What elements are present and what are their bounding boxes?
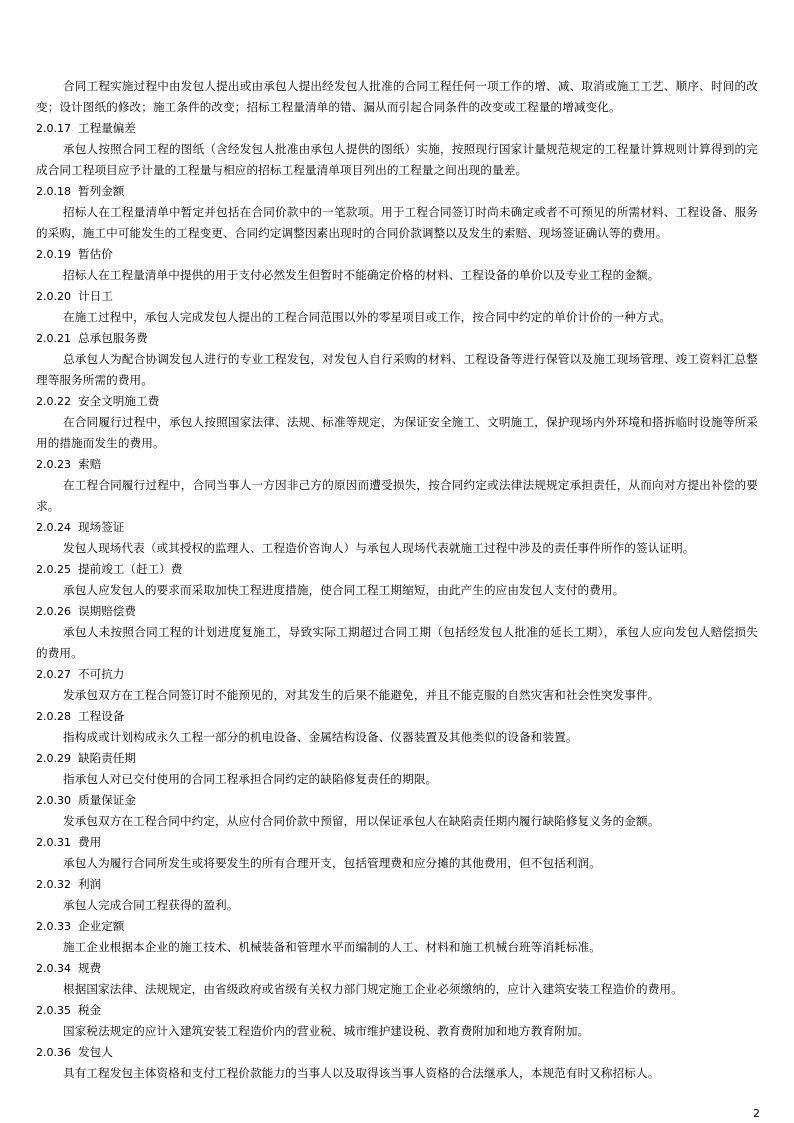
term-heading (36, 958, 758, 979)
term-heading (36, 454, 758, 475)
term-heading (36, 706, 758, 727)
term-heading (36, 790, 758, 811)
term-number: 2.0.36 (36, 1046, 71, 1059)
intro-paragraph: 合同工程实施过程中由发包人提出或由承包人提出经发包人批准的合同工程任何一项工作的增、减、取消或施工工艺、顺序、时间的改变；设计图纸的修改；施工条件的改变；招标工程量清单的错、漏从而引起合同条件的改变或工程量的增减变化。 (36, 79, 758, 114)
term-definition: 总承包人为配合协调发包人进行的专业工程发包，对发包人自行采购的材料、工程设备等进行保管以及施工现场管理、竣工资料汇总整理等服务所需的费用。 (36, 352, 758, 387)
term-number: 2.0.18 (36, 185, 71, 198)
term-heading (36, 1042, 758, 1063)
document-body (36, 76, 758, 1084)
term-title: 费用 (78, 835, 102, 849)
term-title: 误期赔偿费 (78, 604, 136, 618)
term-number: 2.0.34 (36, 962, 71, 975)
term-number: 2.0.31 (36, 836, 71, 849)
term-definition: 招标人在工程量清单中提供的用于支付必然发生但暂时不能确定价格的材料、工程设备的单价以及专业工程的金额。 (63, 268, 660, 282)
term-definition: 承包人完成合同工程获得的盈利。 (63, 898, 239, 912)
term-definition: 承包人按照合同工程的图纸（含经发包人批准由承包人提供的图纸）实施，按照现行国家计量规范规定的工程量计算规则计算得到的完成合同工程项目应予计量的工程量与相应的招标工程量清单项目列出的工程量之间出现的量差。 (36, 142, 758, 177)
term-number: 2.0.28 (36, 710, 71, 723)
term-definition: 指构成或计划构成永久工程一部分的机电设备、金属结构设备、仪器装置及其他类似的设备和装置。 (63, 730, 578, 744)
term-heading (36, 328, 758, 349)
term-definition: 国家税法规定的应计入建筑安装工程造价内的营业税、城市维护建设税、教育费附加和地方教育附加。 (63, 1024, 590, 1038)
term-definition: 发承包双方在工程合同中约定，从应付合同价款中预留，用以保证承包人在缺陷责任期内履行缺陷修复义务的金额。 (63, 814, 660, 828)
term-heading (36, 832, 758, 853)
term-number: 2.0.23 (36, 458, 71, 471)
term-number: 2.0.22 (36, 395, 71, 408)
term-title: 发包人 (78, 1045, 113, 1059)
term-number: 2.0.19 (36, 248, 71, 261)
term-title: 总承包服务费 (78, 331, 148, 345)
term-definition: 在合同履行过程中，承包人按照国家法律、法规、标准等规定，为保证安全施工、文明施工，保护现场内外环境和搭拆临时设施等所采用的措施而发生的费用。 (36, 415, 758, 450)
term-heading (36, 748, 758, 769)
term-definition: 发包人现场代表（或其授权的监理人、工程造价咨询人）与承包人现场代表就施工过程中涉及的责任事件所作的签认证明。 (63, 541, 695, 555)
term-definition: 指承包人对已交付使用的合同工程承担合同约定的缺陷修复责任的期限。 (63, 772, 438, 786)
page-number: 2 (753, 1107, 760, 1120)
term-definition: 施工企业根据本企业的施工技术、机械装备和管理水平而编制的人工、材料和施工机械台班等消耗标准。 (63, 940, 601, 954)
term-title: 工程量偏差 (78, 121, 136, 135)
term-definition: 承包人未按照合同工程的计划进度复施工，导致实际工期超过合同工期（包括经发包人批准的延长工期），承包人应向发包人赔偿损失的费用。 (36, 625, 758, 660)
term-heading (36, 916, 758, 937)
term-definitions-list (36, 118, 758, 1084)
term-title: 不可抗力 (78, 667, 125, 681)
term-number: 2.0.27 (36, 668, 71, 681)
term-definition: 招标人在工程量清单中暂定并包括在合同价款中的一笔款项。用于工程合同签订时尚未确定或者不可预见的所需材料、工程设备、服务的采购，施工中可能发生的工程变更、合同约定调整因素出现时的合同价款调整以及发生的索赔、现场签证确认等的费用。 (36, 205, 758, 240)
term-heading (36, 244, 758, 265)
term-title: 计日工 (78, 289, 113, 303)
term-heading (36, 601, 758, 622)
term-title: 提前竣工（赶工）费 (78, 562, 183, 576)
term-definition: 承包人应发包人的要求而采取加快工程进度措施，使合同工程工期缩短，由此产生的应由发包人支付的费用。 (63, 583, 625, 597)
term-title: 利润 (78, 877, 102, 891)
term-heading (36, 559, 758, 580)
term-heading (36, 391, 758, 412)
term-heading (36, 181, 758, 202)
term-heading (36, 517, 758, 538)
term-definition: 在施工过程中，承包人完成发包人提出的工程合同范围以外的零星项目或工作，按合同中约定的单价计价的一种方式。 (63, 310, 672, 324)
term-number: 2.0.29 (36, 752, 71, 765)
term-number: 2.0.25 (36, 563, 71, 576)
term-number: 2.0.20 (36, 290, 71, 303)
term-title: 工程设备 (78, 709, 125, 723)
term-number: 2.0.26 (36, 605, 71, 618)
term-number: 2.0.30 (36, 794, 71, 807)
term-heading (36, 1000, 758, 1021)
term-definition: 承包人为履行合同所发生或将要发生的所有合理开支，包括管理费和应分摊的其他费用，但不包括利润。 (63, 856, 601, 870)
term-number: 2.0.35 (36, 1004, 71, 1017)
term-title: 缺陷责任期 (78, 751, 136, 765)
term-title: 规费 (78, 961, 102, 975)
term-title: 暂估价 (78, 247, 113, 261)
term-definition: 具有工程发包主体资格和支付工程价款能力的当事人以及取得该当事人资格的合法继承人，本规范有时又称招标人。 (63, 1066, 660, 1080)
term-heading (36, 286, 758, 307)
term-title: 暂列金额 (78, 184, 125, 198)
term-title: 质量保证金 (78, 793, 136, 807)
term-definition: 在工程合同履行过程中，合同当事人一方因非己方的原因而遭受损失，按合同约定或法律法规规定承担责任，从而向对方提出补偿的要求。 (36, 478, 758, 513)
term-title: 企业定额 (78, 919, 125, 933)
term-heading (36, 118, 758, 139)
term-title: 现场签证 (78, 520, 125, 534)
term-heading (36, 874, 758, 895)
term-title: 安全文明施工费 (78, 394, 160, 408)
term-number: 2.0.32 (36, 878, 71, 891)
term-number: 2.0.17 (36, 122, 71, 135)
term-definition: 根据国家法律、法规规定，由省级政府或省级有关权力部门规定施工企业必须缴纳的，应计入建筑安装工程造价的费用。 (63, 982, 683, 996)
term-heading (36, 664, 758, 685)
term-title: 索赔 (78, 457, 102, 471)
term-definition: 发承包双方在工程合同签订时不能预见的，对其发生的后果不能避免，并且不能克服的自然灾害和社会性突发事件。 (63, 688, 660, 702)
term-number: 2.0.24 (36, 521, 71, 534)
term-title: 税金 (78, 1003, 102, 1017)
term-number: 2.0.21 (36, 332, 71, 345)
term-number: 2.0.33 (36, 920, 71, 933)
